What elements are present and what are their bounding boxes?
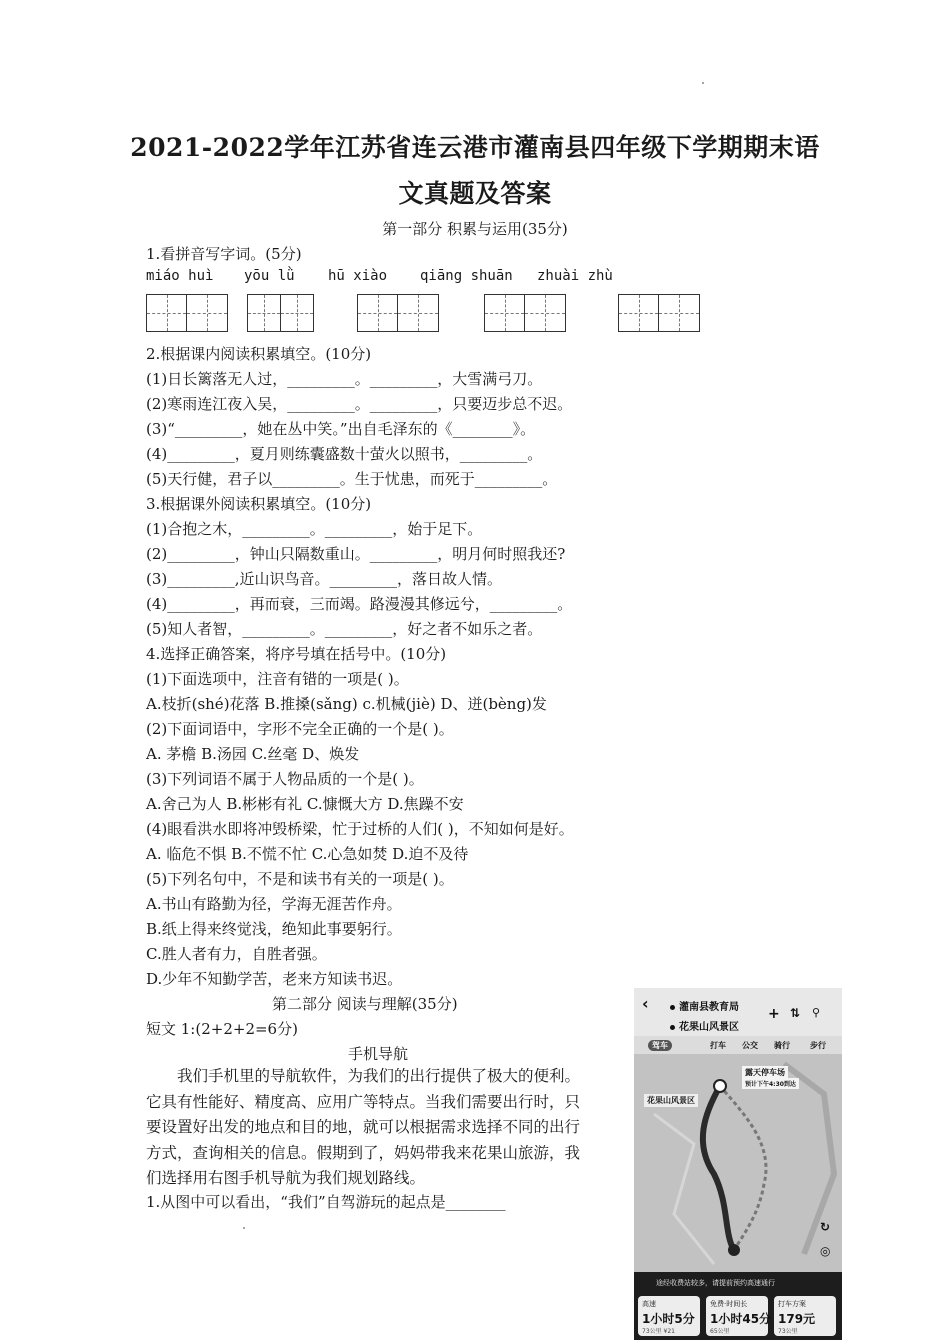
q3-item-5: (5)知人者智，_________。_________，好之者不如乐之者。	[146, 620, 543, 638]
q2-item-2: (2)寒雨连江夜入吴，_________。_________，只要迈步总不迟。	[146, 395, 573, 413]
q4-line: A. 临危不惧 B.不慌不忙 C.心急如焚 D.迫不及待	[146, 845, 469, 863]
part2-heading: 第二部分 阅读与理解(35分)	[272, 995, 458, 1013]
grid-cell[interactable]	[187, 295, 227, 331]
pinyin-2: yōu lǜ	[244, 268, 295, 284]
grid-cell[interactable]	[281, 295, 314, 331]
back-arrow-icon[interactable]: ‹	[642, 994, 649, 1013]
swap-icon[interactable]: ⇅	[790, 1006, 801, 1020]
q4-line: (2)下面词语中，字形不完全正确的一个是( )。	[146, 720, 454, 738]
q3-item-2: (2)_________，钟山只隔数重山。_________，明月何时照我还?	[146, 545, 566, 563]
destination-marker	[714, 1080, 726, 1092]
q4-line: C.胜人者有力，自胜者强。	[146, 945, 327, 963]
q4-line: A.舍己为人 B.彬彬有礼 C.慷慨大方 D.焦躁不安	[146, 795, 464, 813]
writing-grid-2[interactable]	[247, 294, 314, 332]
passage-title: 手机导航	[348, 1045, 409, 1063]
route-option-1[interactable]: 高速 1小时5分 73公里 ¥21	[638, 1296, 700, 1336]
grid-cell[interactable]	[485, 295, 525, 331]
q3-label: 3.根据课外阅读积累填空。(10分)	[146, 495, 372, 513]
reading-question-1: 1.从图中可以看出，“我们”自驾游玩的起点是________	[146, 1193, 506, 1211]
q2-item-1: (1)日长篱落无人过，_________。_________，大雪满弓刀。	[146, 370, 543, 388]
tab-bike[interactable]: 骑行	[774, 1041, 790, 1050]
writing-grid-4[interactable]	[484, 294, 566, 332]
q4-line: (1)下面选项中，注音有错的一项是( )。	[146, 670, 409, 688]
q4-line: (3)下列词语不属于人物品质的一个是( )。	[146, 770, 424, 788]
add-stop-icon[interactable]: +	[768, 1006, 780, 1022]
grid-cell[interactable]	[659, 295, 699, 331]
passage-body	[146, 1064, 620, 1192]
map-label-destination: 花果山风景区	[644, 1094, 698, 1107]
route-map-drawing	[634, 1054, 842, 1272]
pinyin-4: qiāng shuān	[420, 268, 513, 284]
pin-icon[interactable]: ⚲	[812, 1006, 821, 1019]
q3-item-4: (4)_________，再而衰，三而竭。路漫漫其修远兮，_________。	[146, 595, 573, 613]
grid-cell[interactable]	[398, 295, 438, 331]
writing-grid-1[interactable]	[146, 294, 228, 332]
grid-cell[interactable]	[147, 295, 187, 331]
map-label-parking: 露天停车场	[742, 1066, 788, 1079]
route-option-3[interactable]: 打车方案 179元 73公里	[774, 1296, 836, 1336]
passage-line: 它具有性能好、精度高、应用广等特点。当我们需要出行时，只	[146, 1092, 581, 1111]
q3-item-3: (3)_________,近山识鸟音。_________，落日故人情。	[146, 570, 503, 588]
passage-line: 方式，查询相关的信息。假期到了，妈妈带我来花果山旅游，我	[146, 1143, 581, 1162]
tab-drive[interactable]: 驾车	[648, 1040, 672, 1051]
q4-label: 4.选择正确答案，将序号填在括号中。(10分)	[146, 645, 447, 663]
q1-label: 1.看拼音写字词。(5分)	[146, 245, 302, 263]
writing-grid-5[interactable]	[618, 294, 700, 332]
pinyin-3: hū xiào	[328, 268, 388, 284]
passage-line: 要设置好出发的地点和目的地，就可以根据需求选择不同的出行	[146, 1118, 581, 1136]
route-start[interactable]: 灌南县教育局	[670, 998, 739, 1013]
tab-walk[interactable]: 步行	[810, 1041, 826, 1050]
q2-label: 2.根据课内阅读积累填空。(10分)	[146, 345, 372, 363]
map-label-eta: 预计下午4:30到达	[742, 1078, 799, 1089]
grid-cell[interactable]	[358, 295, 398, 331]
scan-speck	[243, 1227, 245, 1229]
part1-heading: 第一部分 积累与运用(35分)	[382, 220, 568, 238]
q2-item-4: (4)_________，夏月则练囊盛数十萤火以照书，_________。	[146, 445, 543, 463]
pinyin-5: zhuài zhù	[537, 268, 613, 284]
q4-line: (4)眼看洪水即将冲毁桥梁，忙于过桥的人们( )，不知如何是好。	[146, 820, 574, 838]
q3-item-1: (1)合抱之木，_________。_________，始于足下。	[146, 520, 483, 538]
travel-mode-tabs	[634, 1036, 842, 1054]
navigation-screenshot	[634, 988, 842, 1340]
q2-item-3: (3)“_________，她在丛中笑。”出自毛泽东的《________》。	[146, 420, 536, 438]
document-title-line1: 2021-2022学年江苏省连云港市灌南县四年级下学期期末语	[130, 133, 820, 162]
tab-taxi[interactable]: 打车	[710, 1041, 726, 1050]
route-options-panel	[634, 1272, 842, 1340]
pinyin-1: miáo huì	[146, 268, 214, 284]
writing-grid-3[interactable]	[357, 294, 439, 332]
grid-cell[interactable]	[248, 295, 281, 331]
grid-cell[interactable]	[525, 295, 565, 331]
passage-label: 短文 1:(2+2+2=6分)	[146, 1020, 298, 1038]
route-banner: 途经收费站较多，请提前预约高速通行	[656, 1279, 775, 1287]
origin-marker	[728, 1244, 740, 1256]
q4-line: A.书山有路勤为径，学海无涯苦作舟。	[146, 895, 402, 913]
route-map[interactable]	[634, 1054, 842, 1272]
q4-line: (5)下列名句中，不是和读书有关的一项是( )。	[146, 870, 454, 888]
route-option-2[interactable]: 免费·时间长 1小时45分 65公里	[706, 1296, 768, 1336]
scan-speck	[702, 82, 704, 84]
passage-line: 我们手机里的导航软件，为我们的出行提供了极大的便利。	[177, 1067, 581, 1085]
q2-item-5: (5)天行健，君子以_________。生于忧患，而死于_________。	[146, 470, 558, 488]
document-title-line2: 文真题及答案	[398, 179, 552, 208]
q4-line: A.枝折(shé)花落 B.推搡(sǎng) c.机械(jiè) D、迸(bèng)发	[146, 695, 547, 713]
refresh-icon[interactable]: ↻	[820, 1220, 831, 1234]
passage-line: 们选择用右图手机导航为我们规划路线。	[146, 1169, 426, 1187]
q4-line: D.少年不知勤学苦，老来方知读书迟。	[146, 970, 403, 988]
grid-cell[interactable]	[619, 295, 659, 331]
tab-bus[interactable]: 公交	[742, 1041, 758, 1050]
q4-line: B.纸上得来终觉浅，绝知此事要躬行。	[146, 920, 402, 938]
q4-line: A. 茅檐 B.汤园 C.丝毫 D、焕发	[146, 745, 360, 763]
locate-icon[interactable]: ◎	[820, 1244, 831, 1258]
route-end[interactable]: 花果山风景区	[670, 1018, 739, 1033]
